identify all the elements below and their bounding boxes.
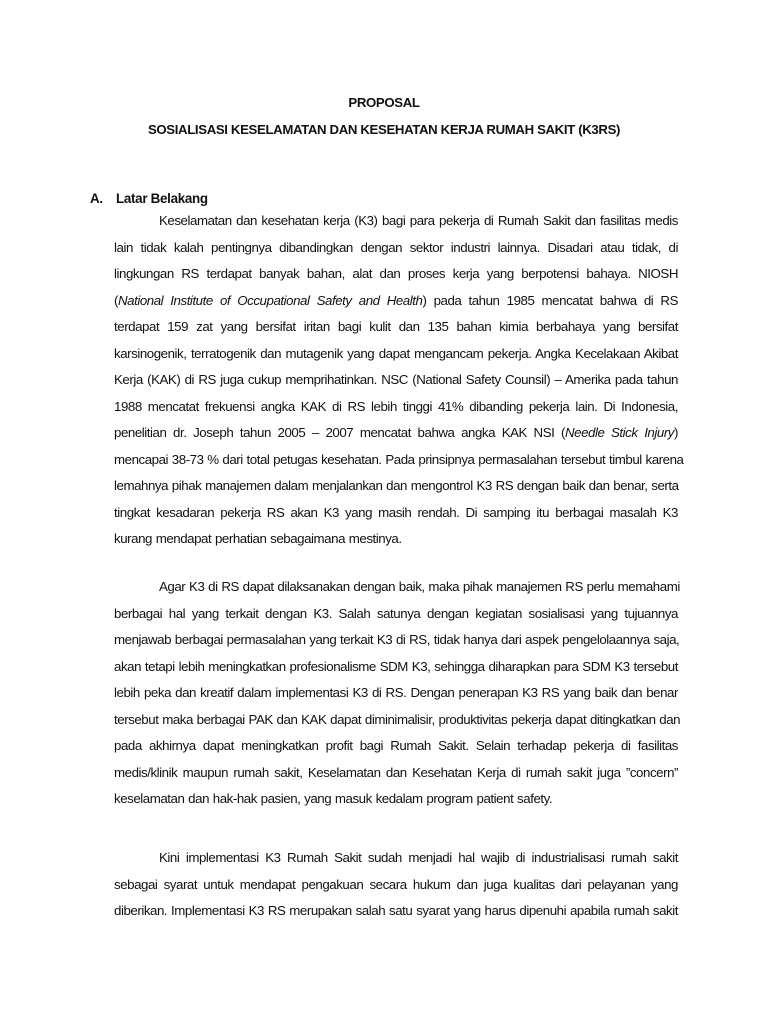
paragraph-line: pada akhirnya dapat meningkatkan profit bagi Rumah Sakit. Selain terhadap pekerja di fasilitas	[114, 738, 678, 753]
paren-open: (	[114, 292, 118, 308]
paragraph-line: lemahnya pihak manajemen dalam menjalankan dan mengontrol K3 RS dengan baik dan benar, serta	[114, 478, 679, 493]
paragraph-line: 1988 mencatat frekuensi angka KAK di RS lebih tinggi 41% dibanding pekerja lain. Di Indonesia,	[114, 398, 678, 414]
paragraph-line: Keselamatan dan kesehatan kerja (K3) bagi para pekerja di Rumah Sakit dan fasilitas medis	[159, 213, 678, 228]
paragraph-2	[114, 574, 681, 813]
line-rest: ) pada tahun 1985 mencatat bahwa di RS	[422, 292, 678, 308]
paragraph-line: medis/klinik maupun rumah sakit, Keselamatan dan Kesehatan Kerja di rumah sakit juga ”concern”	[114, 764, 678, 780]
paragraph-line: Kerja (KAK) di RS juga cukup memprihatinkan. NSC (National Safety Counsil) – Amerika pada tahun	[114, 372, 678, 387]
paragraph-line: menjawab berbagai permasalahan yang terkait K3 di RS, tidak hanya dari aspek pengelolaannya saja,	[114, 632, 680, 647]
paragraph-line: kurang mendapat perhatian sebagaimana mestinya.	[114, 531, 402, 546]
paragraph-line: lain tidak kalah pentingnya dibandingkan dengan sektor industri lainnya. Disadari atau tidak, di	[114, 239, 678, 255]
paragraph-line: berbagai hal yang terkait dengan K3. Salah satunya dengan kegiatan sosialisasi yang tujuannya	[114, 605, 678, 621]
paragraph-1	[114, 208, 684, 553]
document-title: PROPOSAL	[348, 95, 420, 110]
niosh-expansion: National Institute of Occupational Safety and Health	[117, 292, 423, 308]
paragraph-line: lebih peka dan kreatif dalam implementasi K3 di RS. Dengan penerapan K3 RS yang baik dan benar	[114, 685, 678, 700]
paragraph-line: mencapai 38-73 % dari total petugas kesehatan. Pada prinsipnya permasalahan tersebut timbul karena	[114, 451, 684, 467]
paragraph-line: karsinogenik, terratogenik dan mutagenik yang dapat mengancam pekerja. Angka Kecelakaan Akibat	[114, 345, 678, 361]
paragraph-line: Kini implementasi K3 Rumah Sakit sudah menjadi hal wajib di industrialisasi rumah sakit	[159, 850, 678, 865]
paragraph-line: Agar K3 di RS dapat dilaksanakan dengan baik, maka pihak manajemen RS perlu memahami	[159, 579, 680, 594]
section-heading	[90, 191, 208, 206]
section-letter: A.	[90, 191, 103, 206]
nsi-expansion: Needle Stick Injury	[564, 425, 675, 440]
paragraph-line: diberikan. Implementasi K3 RS merupakan salah satu syarat yang harus dipenuhi apabila rumah sakit	[114, 903, 678, 918]
paren-close: )	[674, 425, 678, 440]
paragraph-line	[114, 288, 678, 315]
paragraph-line	[114, 420, 678, 447]
paragraph-line: keselamatan dan hak-hak pasien, yang masuk kedalam program patient safety.	[114, 791, 553, 806]
paragraph-line: tingkat kesadaran pekerja RS akan K3 yang masih rendah. Di samping itu berbagai masalah K3	[114, 504, 678, 520]
paragraph-line: tersebut maka berbagai PAK dan KAK dapat diminimalisir, produktivitas pekerja dapat ditingkatkan dan	[114, 711, 681, 727]
paragraph-3	[114, 845, 678, 925]
paragraph-line: lingkungan RS terdapat banyak bahan, alat dan proses kerja yang berpotensi bahaya. NIOSH	[114, 266, 678, 281]
line-start: penelitian dr. Joseph tahun 2005 – 2007 mencatat bahwa angka KAK NSI (	[114, 425, 565, 440]
document-subtitle: SOSIALISASI KESELAMATAN DAN KESEHATAN KERJA RUMAH SAKIT (K3RS)	[147, 122, 621, 137]
paragraph-line: terdapat 159 zat yang bersifat iritan bagi kulit dan 135 bahan kimia berbahaya yang bersifat	[114, 319, 678, 334]
paragraph-line: sebagai syarat untuk mendapat pengakuan secara hukum dan juga kualitas dari pelayanan yang	[114, 876, 678, 892]
section-title: Latar Belakang	[116, 191, 208, 206]
paragraph-line: akan tetapi lebih meningkatkan profesionalisme SDM K3, sehingga diharapkan para SDM K3 tersebut	[114, 658, 678, 674]
